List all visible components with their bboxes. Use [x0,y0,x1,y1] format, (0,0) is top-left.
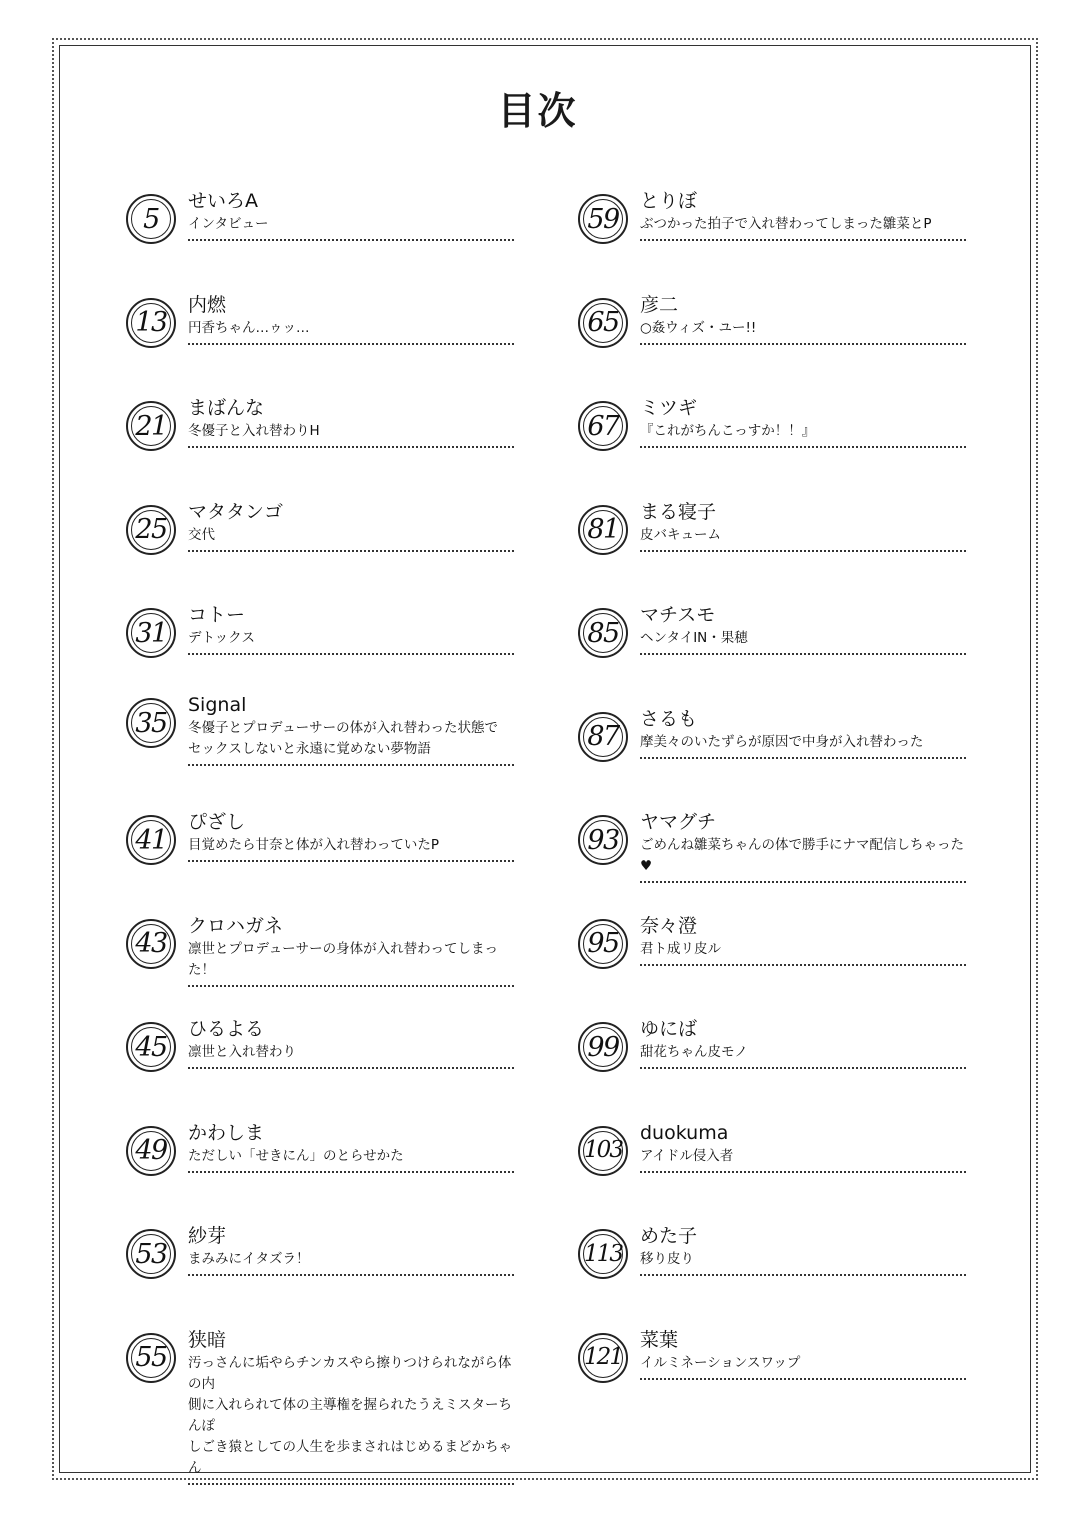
page-number-badge [578,1333,628,1383]
author-name: まる寝子 [640,500,717,523]
page-number: 113 [584,1240,622,1267]
page-number-badge [578,1126,628,1176]
author-name: 菜葉 [640,1328,679,1351]
entry-text [640,290,966,345]
entry-title: アイドル侵入者 [640,1146,966,1173]
page-number-badge [578,505,628,555]
entry-text [640,497,966,552]
page-number: 43 [135,928,167,959]
toc-entry[interactable] [126,690,526,807]
page-number-badge [126,698,176,748]
author-name: duokuma [640,1121,729,1144]
entry-text [188,1014,514,1069]
author-name: 奈々澄 [640,914,698,937]
page-number: 31 [135,617,167,649]
toc-entry[interactable] [578,290,978,394]
page-number: 41 [135,824,167,856]
page-number-badge [126,815,176,865]
entry-title: ○姦ウィズ・ユー!! [640,318,966,345]
author-name: 彦二 [640,293,679,316]
page-number-badge [126,1333,176,1383]
entry-title: 皮バキューム [640,525,966,552]
entry-title: 凛世と入れ替わり [188,1042,514,1069]
page-number: 25 [135,514,167,545]
toc-column-right [578,186,978,1428]
author-name: ぴざし [188,811,246,833]
toc-entry[interactable] [126,497,526,601]
toc-entry[interactable] [578,1118,978,1222]
entry-text [640,1118,966,1173]
author-name: ひるよる [188,1018,265,1040]
entry-text [640,911,966,966]
toc-entry[interactable] [578,186,978,290]
page-number: 59 [587,203,619,235]
page-number-badge [126,401,176,451]
page-number: 49 [135,1135,167,1166]
entry-title: ヘンタイIN・果穂 [640,628,966,655]
page-number-badge [578,712,628,762]
author-name: マタタンゴ [188,500,284,523]
page-number: 99 [587,1031,619,1063]
entry-title: イルミネーションスワップ [640,1353,966,1380]
toc-entry[interactable] [578,600,978,704]
toc-entry[interactable] [578,1014,978,1118]
toc-entry[interactable] [126,1014,526,1118]
toc-entry[interactable] [578,1221,978,1325]
entry-text [188,393,514,448]
entry-text [188,911,514,987]
author-name: さるも [640,707,698,730]
page-number-badge [126,1126,176,1176]
entry-title: デトックス [188,628,514,655]
entry-title: 目覚めたら甘奈と体が入れ替わっていたP [188,835,514,862]
entry-text [188,1325,514,1485]
toc-entry[interactable] [578,497,978,601]
author-name: めた子 [640,1225,698,1247]
entry-text [640,807,966,883]
toc-entry[interactable] [126,911,526,1015]
author-name: まばんな [188,397,265,419]
entry-text [188,1118,514,1173]
page-number: 21 [135,410,167,442]
entry-text [640,704,966,759]
entry-title: 甜花ちゃん皮モノ [640,1042,966,1069]
page-number-badge [578,608,628,658]
author-name: ミツギ [640,397,698,419]
toc-entry[interactable] [126,807,526,911]
page-number-badge [126,919,176,969]
toc-entry[interactable] [578,807,978,911]
page-number-badge [126,505,176,555]
toc-entry[interactable] [126,1325,526,1476]
entry-text [640,1221,966,1276]
page-number: 87 [587,721,619,752]
entry-title: 汚っさんに垢やらチンカスやら擦りつけられながら体の内 側に入れられて体の主導権を握られたうえミスターちんぽ しごき猿としての人生を歩まされはじめるまどかちゃん [188,1353,514,1485]
entry-title: 冬優子と入れ替わりH [188,421,514,448]
entry-title: 交代 [188,525,514,552]
entry-text [640,1014,966,1069]
page-number: 53 [135,1238,167,1270]
author-name: かわしま [188,1121,265,1144]
author-name: とりぼ [640,190,698,212]
page-number: 13 [135,307,167,338]
entry-title: 『これがちんこっすか！！』 [640,421,966,448]
page-number-badge [578,298,628,348]
page-number: 95 [587,928,619,959]
toc-entry[interactable] [578,911,978,1015]
entry-title: 移り皮り [640,1249,966,1276]
toc-entry[interactable] [126,1221,526,1325]
entry-title: インタビュー [188,214,514,241]
author-name: 紗芽 [188,1225,227,1247]
page-number-badge [578,1022,628,1072]
entry-text [640,600,966,655]
page-number-badge [126,194,176,244]
page-number: 85 [587,617,619,649]
entry-text [640,393,966,448]
entry-title: ぶつかった拍子で入れ替わってしまった雛菜とP [640,214,966,241]
toc-entry[interactable] [126,186,526,290]
page-number: 103 [584,1137,622,1163]
page-number-badge [578,1229,628,1279]
page-number: 5 [143,203,159,235]
entry-text [188,690,514,766]
entry-title: まみみにイタズラ！ [188,1249,514,1276]
toc-entry[interactable] [126,393,526,497]
toc-entry[interactable] [126,600,526,690]
author-name: クロハガネ [188,914,284,937]
page-number-badge [578,919,628,969]
page-number: 81 [587,514,619,545]
entry-text [188,807,514,862]
page-number: 45 [135,1031,167,1063]
entry-text [188,497,514,552]
page-title: 目次 [497,89,578,133]
author-name: ヤマグチ [640,811,717,833]
author-name: マチスモ [640,604,716,626]
page-number: 35 [135,707,167,739]
entry-text [640,186,966,241]
page-number-badge [126,1022,176,1072]
entry-text [188,600,514,655]
author-name: せいろA [188,190,258,212]
page-number-badge [126,298,176,348]
toc-entry[interactable] [578,704,978,808]
entry-text [188,290,514,345]
entry-title: 摩美々のいたずらが原因で中身が入れ替わった [640,732,966,759]
entry-title: 円香ちゃん…ゥッ… [188,318,514,345]
entry-title: ごめんね雛菜ちゃんの体で勝手にナマ配信しちゃった♥ [640,835,966,883]
author-name: コトー [188,604,246,626]
entry-text [188,186,514,241]
entry-title: 冬優子とプロデューサーの体が入れ替わった状態で セックスしないと永遠に覚めない夢物語 [188,718,514,766]
page-number: 55 [135,1342,167,1373]
toc-entry[interactable] [578,1325,978,1429]
toc-entry[interactable] [126,1118,526,1222]
entry-title: 凛世とプロデューサーの身体が入れ替わってしまった！ [188,939,514,987]
page-number-badge [578,401,628,451]
page-number-badge [126,608,176,658]
entry-text [188,1221,514,1276]
page-number: 65 [587,307,619,338]
page-number: 121 [584,1344,622,1370]
toc-entry[interactable] [126,290,526,394]
page-number-badge [126,1229,176,1279]
author-name: 内燃 [188,293,227,316]
author-name: 狭暗 [188,1328,227,1351]
entry-title: ただしい「せきにん」のとらせかた [188,1146,514,1173]
page-number: 67 [587,410,619,442]
toc-column-left [126,186,526,1476]
author-name: ゆにば [640,1018,698,1040]
toc-entry[interactable] [578,393,978,497]
entry-text [640,1325,966,1380]
author-name: Signal [188,694,247,716]
page-number-badge [578,194,628,244]
page-number-badge [578,815,628,865]
page-number: 93 [587,824,619,856]
entry-title: 君ト成リ皮ル [640,939,966,966]
